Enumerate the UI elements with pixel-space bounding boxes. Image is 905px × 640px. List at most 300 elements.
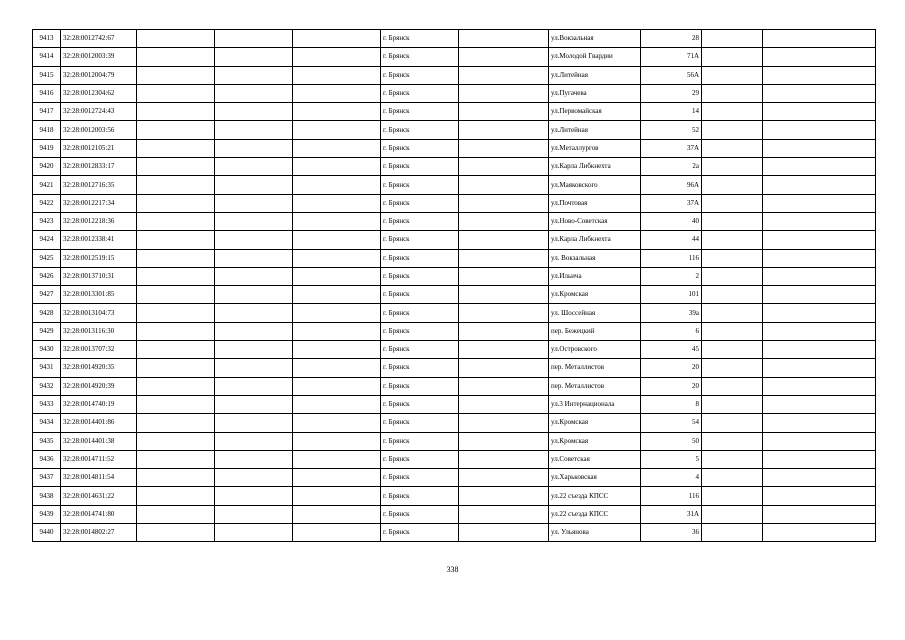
empty-cell xyxy=(137,341,215,359)
empty-cell xyxy=(459,487,549,505)
cell-street: ул.Островского xyxy=(549,341,641,359)
empty-cell xyxy=(763,231,876,249)
empty-cell xyxy=(702,249,763,267)
cell-house: 4 xyxy=(641,469,702,487)
cell-street: ул.Кромская xyxy=(549,432,641,450)
empty-cell xyxy=(293,66,381,84)
empty-cell xyxy=(763,395,876,413)
cell-house: 2а xyxy=(641,158,702,176)
cell-street: ул.22 съезда КПСС xyxy=(549,505,641,523)
cell-num: 9416 xyxy=(33,84,61,102)
cell-cadastral: 32:28:0012724:43 xyxy=(61,103,137,121)
cell-house: 29 xyxy=(641,84,702,102)
empty-cell xyxy=(137,322,215,340)
empty-cell xyxy=(293,267,381,285)
cell-city: г. Брянск xyxy=(381,267,459,285)
cell-city: г. Брянск xyxy=(381,395,459,413)
empty-cell xyxy=(459,48,549,66)
cell-cadastral: 32:28:0014401:86 xyxy=(61,414,137,432)
table-row xyxy=(33,66,876,84)
empty-cell xyxy=(459,450,549,468)
cell-num: 9428 xyxy=(33,304,61,322)
empty-cell xyxy=(763,505,876,523)
cell-cadastral: 32:28:0014711:52 xyxy=(61,450,137,468)
empty-cell xyxy=(763,359,876,377)
empty-cell xyxy=(215,286,293,304)
table-row xyxy=(33,103,876,121)
cell-house: 6 xyxy=(641,322,702,340)
empty-cell xyxy=(293,212,381,230)
empty-cell xyxy=(137,524,215,542)
empty-cell xyxy=(702,505,763,523)
cell-cadastral: 32:28:0012338:41 xyxy=(61,231,137,249)
cell-num: 9414 xyxy=(33,48,61,66)
empty-cell xyxy=(702,469,763,487)
table-row xyxy=(33,158,876,176)
cell-house: 116 xyxy=(641,249,702,267)
registry-table xyxy=(32,29,876,542)
empty-cell xyxy=(137,450,215,468)
empty-cell xyxy=(137,249,215,267)
cell-house: 50 xyxy=(641,432,702,450)
cell-street: ул. Ульянова xyxy=(549,524,641,542)
cell-house: 20 xyxy=(641,377,702,395)
table-row xyxy=(33,395,876,413)
empty-cell xyxy=(293,103,381,121)
empty-cell xyxy=(137,103,215,121)
empty-cell xyxy=(293,487,381,505)
table-row xyxy=(33,139,876,157)
cell-city: г. Брянск xyxy=(381,231,459,249)
cell-house: 40 xyxy=(641,212,702,230)
table-row xyxy=(33,30,876,48)
empty-cell xyxy=(215,377,293,395)
table-row xyxy=(33,341,876,359)
cell-street: ул.22 съезда КПСС xyxy=(549,487,641,505)
cell-num: 9417 xyxy=(33,103,61,121)
cell-street: ул.Харьковская xyxy=(549,469,641,487)
cell-house: 39а xyxy=(641,304,702,322)
empty-cell xyxy=(702,30,763,48)
empty-cell xyxy=(763,450,876,468)
empty-cell xyxy=(137,377,215,395)
page-number: 338 xyxy=(446,565,459,574)
cell-num: 9436 xyxy=(33,450,61,468)
cell-street: ул.Почтовая xyxy=(549,194,641,212)
empty-cell xyxy=(215,322,293,340)
empty-cell xyxy=(215,469,293,487)
cell-street: ул. Шоссейная xyxy=(549,304,641,322)
cell-house: 56А xyxy=(641,66,702,84)
empty-cell xyxy=(293,359,381,377)
cell-cadastral: 32:28:0012003:39 xyxy=(61,48,137,66)
empty-cell xyxy=(137,66,215,84)
table-row xyxy=(33,505,876,523)
table-row xyxy=(33,249,876,267)
empty-cell xyxy=(702,231,763,249)
empty-cell xyxy=(702,359,763,377)
cell-street: ул.Металлургов xyxy=(549,139,641,157)
cell-city: г. Брянск xyxy=(381,249,459,267)
cell-city: г. Брянск xyxy=(381,84,459,102)
empty-cell xyxy=(459,212,549,230)
cell-city: г. Брянск xyxy=(381,469,459,487)
empty-cell xyxy=(763,212,876,230)
cell-street: пер. Металлистов xyxy=(549,377,641,395)
empty-cell xyxy=(137,212,215,230)
empty-cell xyxy=(702,48,763,66)
empty-cell xyxy=(702,103,763,121)
empty-cell xyxy=(293,48,381,66)
cell-cadastral: 32:28:0012519:15 xyxy=(61,249,137,267)
cell-city: г. Брянск xyxy=(381,359,459,377)
table-row xyxy=(33,322,876,340)
cell-house: 8 xyxy=(641,395,702,413)
cell-street: ул.Ильича xyxy=(549,267,641,285)
empty-cell xyxy=(215,395,293,413)
cell-city: г. Брянск xyxy=(381,158,459,176)
empty-cell xyxy=(293,414,381,432)
empty-cell xyxy=(293,121,381,139)
empty-cell xyxy=(459,359,549,377)
empty-cell xyxy=(293,469,381,487)
empty-cell xyxy=(137,505,215,523)
cell-cadastral: 32:28:0012105:21 xyxy=(61,139,137,157)
empty-cell xyxy=(702,395,763,413)
table-row xyxy=(33,432,876,450)
cell-house: 14 xyxy=(641,103,702,121)
empty-cell xyxy=(293,286,381,304)
empty-cell xyxy=(137,121,215,139)
cell-city: г. Брянск xyxy=(381,487,459,505)
empty-cell xyxy=(137,176,215,194)
table-row xyxy=(33,286,876,304)
empty-cell xyxy=(702,341,763,359)
cell-num: 9419 xyxy=(33,139,61,157)
empty-cell xyxy=(702,212,763,230)
cell-num: 9427 xyxy=(33,286,61,304)
table-row xyxy=(33,48,876,66)
cell-house: 37А xyxy=(641,194,702,212)
cell-street: ул.Литейная xyxy=(549,66,641,84)
cell-num: 9434 xyxy=(33,414,61,432)
empty-cell xyxy=(702,176,763,194)
cell-num: 9433 xyxy=(33,395,61,413)
empty-cell xyxy=(763,524,876,542)
empty-cell xyxy=(702,377,763,395)
cell-house: 37А xyxy=(641,139,702,157)
cell-street: ул.Кромская xyxy=(549,414,641,432)
empty-cell xyxy=(293,304,381,322)
cell-house: 54 xyxy=(641,414,702,432)
cell-cadastral: 32:28:0013710:31 xyxy=(61,267,137,285)
empty-cell xyxy=(293,158,381,176)
empty-cell xyxy=(702,158,763,176)
empty-cell xyxy=(215,84,293,102)
cell-num: 9438 xyxy=(33,487,61,505)
empty-cell xyxy=(215,304,293,322)
empty-cell xyxy=(293,377,381,395)
empty-cell xyxy=(137,414,215,432)
cell-cadastral: 32:28:0014811:54 xyxy=(61,469,137,487)
cell-city: г. Брянск xyxy=(381,194,459,212)
cell-num: 9432 xyxy=(33,377,61,395)
cell-num: 9425 xyxy=(33,249,61,267)
cell-city: г. Брянск xyxy=(381,286,459,304)
cell-cadastral: 32:28:0014741:80 xyxy=(61,505,137,523)
table-row xyxy=(33,84,876,102)
empty-cell xyxy=(763,341,876,359)
cell-num: 9429 xyxy=(33,322,61,340)
empty-cell xyxy=(459,524,549,542)
table-body xyxy=(33,30,876,542)
empty-cell xyxy=(137,304,215,322)
empty-cell xyxy=(763,487,876,505)
table-row xyxy=(33,450,876,468)
cell-city: г. Брянск xyxy=(381,432,459,450)
cell-cadastral: 32:28:0012833:17 xyxy=(61,158,137,176)
empty-cell xyxy=(215,194,293,212)
empty-cell xyxy=(763,66,876,84)
cell-street: ул.Маяковского xyxy=(549,176,641,194)
table-row xyxy=(33,487,876,505)
cell-cadastral: 32:28:0012304:62 xyxy=(61,84,137,102)
empty-cell xyxy=(702,450,763,468)
empty-cell xyxy=(702,84,763,102)
cell-city: г. Брянск xyxy=(381,176,459,194)
cell-city: г. Брянск xyxy=(381,341,459,359)
empty-cell xyxy=(459,103,549,121)
cell-num: 9413 xyxy=(33,30,61,48)
cell-house: 2 xyxy=(641,267,702,285)
empty-cell xyxy=(293,231,381,249)
cell-cadastral: 32:28:0012218:36 xyxy=(61,212,137,230)
table-row xyxy=(33,176,876,194)
empty-cell xyxy=(459,505,549,523)
empty-cell xyxy=(459,176,549,194)
cell-street: ул. Вокзальная xyxy=(549,249,641,267)
empty-cell xyxy=(293,194,381,212)
cell-house: 116 xyxy=(641,487,702,505)
empty-cell xyxy=(215,212,293,230)
cell-city: г. Брянск xyxy=(381,212,459,230)
empty-cell xyxy=(215,30,293,48)
empty-cell xyxy=(763,249,876,267)
cell-cadastral: 32:28:0014631:22 xyxy=(61,487,137,505)
cell-cadastral: 32:28:0012217:34 xyxy=(61,194,137,212)
cell-city: г. Брянск xyxy=(381,139,459,157)
empty-cell xyxy=(702,322,763,340)
empty-cell xyxy=(459,66,549,84)
empty-cell xyxy=(459,249,549,267)
cell-city: г. Брянск xyxy=(381,505,459,523)
empty-cell xyxy=(137,158,215,176)
cell-house: 20 xyxy=(641,359,702,377)
empty-cell xyxy=(459,414,549,432)
empty-cell xyxy=(293,395,381,413)
empty-cell xyxy=(137,267,215,285)
empty-cell xyxy=(702,524,763,542)
empty-cell xyxy=(137,469,215,487)
empty-cell xyxy=(763,286,876,304)
cell-street: ул.Карла Либкнехта xyxy=(549,231,641,249)
empty-cell xyxy=(215,231,293,249)
empty-cell xyxy=(459,231,549,249)
empty-cell xyxy=(215,103,293,121)
empty-cell xyxy=(215,267,293,285)
cell-city: г. Брянск xyxy=(381,414,459,432)
empty-cell xyxy=(702,66,763,84)
cell-cadastral: 32:28:0014920:35 xyxy=(61,359,137,377)
cell-num: 9415 xyxy=(33,66,61,84)
empty-cell xyxy=(459,84,549,102)
empty-cell xyxy=(702,267,763,285)
empty-cell xyxy=(763,304,876,322)
cell-num: 9426 xyxy=(33,267,61,285)
empty-cell xyxy=(702,286,763,304)
empty-cell xyxy=(763,267,876,285)
cell-cadastral: 32:28:0014401:38 xyxy=(61,432,137,450)
cell-cadastral: 32:28:0012716:35 xyxy=(61,176,137,194)
cell-street: ул.Ново-Советская xyxy=(549,212,641,230)
table-row xyxy=(33,377,876,395)
empty-cell xyxy=(459,341,549,359)
table-row xyxy=(33,121,876,139)
empty-cell xyxy=(459,30,549,48)
empty-cell xyxy=(459,377,549,395)
cell-num: 9430 xyxy=(33,341,61,359)
cell-street: ул.Советская xyxy=(549,450,641,468)
table-row xyxy=(33,359,876,377)
empty-cell xyxy=(293,139,381,157)
empty-cell xyxy=(215,414,293,432)
cell-street: ул.Литейная xyxy=(549,121,641,139)
cell-city: г. Брянск xyxy=(381,30,459,48)
table-row xyxy=(33,231,876,249)
cell-cadastral: 32:28:0014920:39 xyxy=(61,377,137,395)
cell-cadastral: 32:28:0012742:67 xyxy=(61,30,137,48)
cell-num: 9431 xyxy=(33,359,61,377)
empty-cell xyxy=(293,249,381,267)
cell-city: г. Брянск xyxy=(381,66,459,84)
empty-cell xyxy=(215,505,293,523)
table-row xyxy=(33,304,876,322)
empty-cell xyxy=(293,450,381,468)
cell-cadastral: 32:28:0014740:19 xyxy=(61,395,137,413)
empty-cell xyxy=(137,194,215,212)
empty-cell xyxy=(137,432,215,450)
cell-house: 44 xyxy=(641,231,702,249)
cell-house: 31А xyxy=(641,505,702,523)
cell-cadastral: 32:28:0012003:56 xyxy=(61,121,137,139)
empty-cell xyxy=(459,139,549,157)
empty-cell xyxy=(137,84,215,102)
empty-cell xyxy=(763,158,876,176)
empty-cell xyxy=(763,84,876,102)
empty-cell xyxy=(293,322,381,340)
cell-num: 9420 xyxy=(33,158,61,176)
empty-cell xyxy=(215,158,293,176)
empty-cell xyxy=(215,524,293,542)
empty-cell xyxy=(459,267,549,285)
empty-cell xyxy=(215,176,293,194)
cell-cadastral: 32:28:0014802:27 xyxy=(61,524,137,542)
empty-cell xyxy=(702,432,763,450)
empty-cell xyxy=(763,377,876,395)
empty-cell xyxy=(702,487,763,505)
empty-cell xyxy=(215,121,293,139)
empty-cell xyxy=(459,286,549,304)
cell-house: 101 xyxy=(641,286,702,304)
cell-house: 45 xyxy=(641,341,702,359)
empty-cell xyxy=(215,249,293,267)
cell-num: 9435 xyxy=(33,432,61,450)
empty-cell xyxy=(459,469,549,487)
table-row xyxy=(33,414,876,432)
cell-street: пер. Металлистов xyxy=(549,359,641,377)
empty-cell xyxy=(137,286,215,304)
cell-city: г. Брянск xyxy=(381,322,459,340)
table-row xyxy=(33,194,876,212)
cell-house: 96А xyxy=(641,176,702,194)
empty-cell xyxy=(215,48,293,66)
cell-num: 9440 xyxy=(33,524,61,542)
cell-house: 28 xyxy=(641,30,702,48)
table-row xyxy=(33,267,876,285)
empty-cell xyxy=(215,341,293,359)
cell-house: 5 xyxy=(641,450,702,468)
cell-street: ул.Вокзальная xyxy=(549,30,641,48)
empty-cell xyxy=(763,469,876,487)
empty-cell xyxy=(215,487,293,505)
empty-cell xyxy=(763,176,876,194)
cell-street: ул.Кромская xyxy=(549,286,641,304)
cell-street: ул.Первомайская xyxy=(549,103,641,121)
empty-cell xyxy=(137,487,215,505)
empty-cell xyxy=(459,194,549,212)
cell-num: 9424 xyxy=(33,231,61,249)
empty-cell xyxy=(763,322,876,340)
cell-num: 9422 xyxy=(33,194,61,212)
empty-cell xyxy=(215,450,293,468)
empty-cell xyxy=(137,48,215,66)
cell-cadastral: 32:28:0013104:73 xyxy=(61,304,137,322)
cell-num: 9421 xyxy=(33,176,61,194)
cell-cadastral: 32:28:0013116:30 xyxy=(61,322,137,340)
empty-cell xyxy=(293,505,381,523)
cell-num: 9423 xyxy=(33,212,61,230)
empty-cell xyxy=(702,194,763,212)
empty-cell xyxy=(215,432,293,450)
empty-cell xyxy=(459,432,549,450)
empty-cell xyxy=(459,158,549,176)
table-row xyxy=(33,524,876,542)
empty-cell xyxy=(215,139,293,157)
empty-cell xyxy=(137,231,215,249)
empty-cell xyxy=(702,304,763,322)
cell-city: г. Брянск xyxy=(381,377,459,395)
empty-cell xyxy=(763,432,876,450)
empty-cell xyxy=(702,121,763,139)
empty-cell xyxy=(137,139,215,157)
empty-cell xyxy=(763,139,876,157)
cell-cadastral: 32:28:0012004:79 xyxy=(61,66,137,84)
empty-cell xyxy=(215,359,293,377)
cell-cadastral: 32:28:0013707:32 xyxy=(61,341,137,359)
table-row xyxy=(33,469,876,487)
empty-cell xyxy=(763,103,876,121)
empty-cell xyxy=(459,395,549,413)
